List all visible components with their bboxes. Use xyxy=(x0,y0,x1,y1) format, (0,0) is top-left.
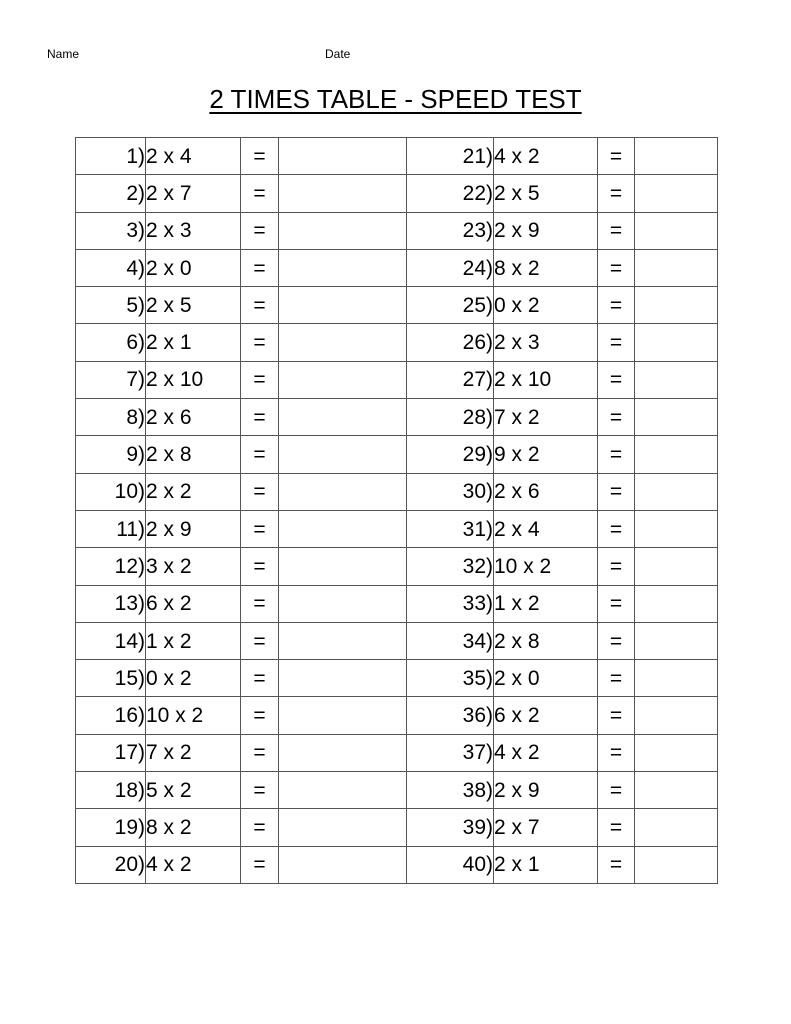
answer-box[interactable] xyxy=(279,249,407,286)
table-row xyxy=(76,138,718,175)
equals-sign: = xyxy=(241,660,279,697)
answer-box[interactable] xyxy=(635,772,718,809)
question-expression: 9 x 2 xyxy=(494,436,598,473)
equals-sign: = xyxy=(598,361,635,398)
page-title: 2 TIMES TABLE - SPEED TEST xyxy=(209,84,582,114)
question-expression: 2 x 1 xyxy=(146,324,241,361)
answer-box[interactable] xyxy=(279,809,407,846)
question-expression: 2 x 3 xyxy=(494,324,598,361)
answer-box[interactable] xyxy=(635,138,718,175)
question-number: 40) xyxy=(407,846,494,883)
question-expression: 5 x 2 xyxy=(146,772,241,809)
question-number: 6) xyxy=(76,324,146,361)
question-number: 30) xyxy=(407,473,494,510)
equals-sign: = xyxy=(598,175,635,212)
table-row xyxy=(76,175,718,212)
equals-sign: = xyxy=(598,809,635,846)
question-number: 29) xyxy=(407,436,494,473)
question-number: 33) xyxy=(407,585,494,622)
equals-sign: = xyxy=(598,138,635,175)
question-expression: 2 x 8 xyxy=(494,622,598,659)
question-number: 12) xyxy=(76,548,146,585)
answer-box[interactable] xyxy=(279,324,407,361)
equals-sign: = xyxy=(241,846,279,883)
question-number: 5) xyxy=(76,287,146,324)
answer-box[interactable] xyxy=(635,585,718,622)
question-number: 16) xyxy=(76,697,146,734)
question-expression: 2 x 9 xyxy=(494,212,598,249)
question-number: 26) xyxy=(407,324,494,361)
answer-box[interactable] xyxy=(635,361,718,398)
answer-box[interactable] xyxy=(635,212,718,249)
answer-box[interactable] xyxy=(635,324,718,361)
question-number: 11) xyxy=(76,510,146,547)
equals-sign: = xyxy=(241,399,279,436)
question-number: 8) xyxy=(76,399,146,436)
equals-sign: = xyxy=(241,548,279,585)
date-label: Date xyxy=(325,47,351,61)
question-expression: 2 x 8 xyxy=(146,436,241,473)
question-expression: 2 x 0 xyxy=(146,249,241,286)
table-row xyxy=(76,548,718,585)
equals-sign: = xyxy=(598,734,635,771)
question-number: 34) xyxy=(407,622,494,659)
question-expression: 2 x 5 xyxy=(494,175,598,212)
answer-box[interactable] xyxy=(635,809,718,846)
answer-box[interactable] xyxy=(279,846,407,883)
table-row xyxy=(76,697,718,734)
question-number: 28) xyxy=(407,399,494,436)
table-row xyxy=(76,436,718,473)
question-number: 25) xyxy=(407,287,494,324)
table-row xyxy=(76,361,718,398)
equals-sign: = xyxy=(598,473,635,510)
equals-sign: = xyxy=(598,212,635,249)
question-number: 15) xyxy=(76,660,146,697)
question-number: 31) xyxy=(407,510,494,547)
answer-box[interactable] xyxy=(635,399,718,436)
question-expression: 8 x 2 xyxy=(494,249,598,286)
equals-sign: = xyxy=(241,585,279,622)
question-number: 1) xyxy=(76,138,146,175)
equals-sign: = xyxy=(598,697,635,734)
equals-sign: = xyxy=(241,361,279,398)
question-expression: 3 x 2 xyxy=(146,548,241,585)
equals-sign: = xyxy=(241,212,279,249)
answer-box[interactable] xyxy=(635,734,718,771)
equals-sign: = xyxy=(598,324,635,361)
answer-box[interactable] xyxy=(279,138,407,175)
question-number: 17) xyxy=(76,734,146,771)
question-number: 21) xyxy=(407,138,494,175)
equals-sign: = xyxy=(598,548,635,585)
table-row xyxy=(76,212,718,249)
answer-box[interactable] xyxy=(635,249,718,286)
question-expression: 6 x 2 xyxy=(494,697,598,734)
equals-sign: = xyxy=(598,287,635,324)
answer-box[interactable] xyxy=(279,660,407,697)
equals-sign: = xyxy=(598,585,635,622)
table-row xyxy=(76,324,718,361)
equals-sign: = xyxy=(241,175,279,212)
table-row xyxy=(76,734,718,771)
answer-box[interactable] xyxy=(279,175,407,212)
question-number: 19) xyxy=(76,809,146,846)
question-expression: 4 x 2 xyxy=(494,734,598,771)
question-number: 22) xyxy=(407,175,494,212)
question-expression: 1 x 2 xyxy=(494,585,598,622)
answer-box[interactable] xyxy=(279,697,407,734)
equals-sign: = xyxy=(241,697,279,734)
equals-sign: = xyxy=(241,772,279,809)
worksheet-table xyxy=(75,137,718,884)
question-number: 20) xyxy=(76,846,146,883)
question-expression: 2 x 6 xyxy=(494,473,598,510)
equals-sign: = xyxy=(241,249,279,286)
equals-sign: = xyxy=(598,846,635,883)
equals-sign: = xyxy=(598,510,635,547)
answer-box[interactable] xyxy=(635,436,718,473)
question-expression: 2 x 7 xyxy=(494,809,598,846)
question-expression: 2 x 5 xyxy=(146,287,241,324)
equals-sign: = xyxy=(241,324,279,361)
question-number: 10) xyxy=(76,473,146,510)
answer-box[interactable] xyxy=(635,660,718,697)
question-expression: 2 x 7 xyxy=(146,175,241,212)
question-expression: 0 x 2 xyxy=(494,287,598,324)
question-number: 9) xyxy=(76,436,146,473)
answer-box[interactable] xyxy=(279,510,407,547)
answer-box[interactable] xyxy=(635,622,718,659)
question-expression: 6 x 2 xyxy=(146,585,241,622)
question-expression: 2 x 3 xyxy=(146,212,241,249)
question-expression: 0 x 2 xyxy=(146,660,241,697)
question-number: 32) xyxy=(407,548,494,585)
question-number: 7) xyxy=(76,361,146,398)
question-number: 23) xyxy=(407,212,494,249)
question-number: 3) xyxy=(76,212,146,249)
question-expression: 2 x 1 xyxy=(494,846,598,883)
question-expression: 2 x 4 xyxy=(146,138,241,175)
name-label: Name xyxy=(47,47,80,61)
table-row xyxy=(76,660,718,697)
question-number: 39) xyxy=(407,809,494,846)
table-row xyxy=(76,585,718,622)
question-number: 35) xyxy=(407,660,494,697)
table-row xyxy=(76,249,718,286)
question-expression: 4 x 2 xyxy=(146,846,241,883)
table-row xyxy=(76,809,718,846)
table-row xyxy=(76,510,718,547)
question-expression: 2 x 0 xyxy=(494,660,598,697)
answer-box[interactable] xyxy=(279,287,407,324)
equals-sign: = xyxy=(241,622,279,659)
answer-box[interactable] xyxy=(635,548,718,585)
question-expression: 7 x 2 xyxy=(146,734,241,771)
answer-box[interactable] xyxy=(635,697,718,734)
answer-box[interactable] xyxy=(279,734,407,771)
question-number: 36) xyxy=(407,697,494,734)
equals-sign: = xyxy=(241,734,279,771)
table-row xyxy=(76,846,718,883)
equals-sign: = xyxy=(241,138,279,175)
answer-box[interactable] xyxy=(279,473,407,510)
table-row xyxy=(76,399,718,436)
question-expression: 2 x 9 xyxy=(146,510,241,547)
answer-box[interactable] xyxy=(279,772,407,809)
question-expression: 2 x 10 xyxy=(494,361,598,398)
question-number: 13) xyxy=(76,585,146,622)
question-number: 14) xyxy=(76,622,146,659)
equals-sign: = xyxy=(241,473,279,510)
answer-box[interactable] xyxy=(279,361,407,398)
question-expression: 2 x 6 xyxy=(146,399,241,436)
question-number: 2) xyxy=(76,175,146,212)
answer-box[interactable] xyxy=(279,548,407,585)
question-expression: 2 x 2 xyxy=(146,473,241,510)
answer-box[interactable] xyxy=(635,846,718,883)
question-expression: 8 x 2 xyxy=(146,809,241,846)
equals-sign: = xyxy=(598,622,635,659)
equals-sign: = xyxy=(241,436,279,473)
answer-box[interactable] xyxy=(635,473,718,510)
answer-box[interactable] xyxy=(635,510,718,547)
equals-sign: = xyxy=(598,399,635,436)
answer-box[interactable] xyxy=(635,175,718,212)
question-expression: 4 x 2 xyxy=(494,138,598,175)
question-expression: 7 x 2 xyxy=(494,399,598,436)
question-number: 27) xyxy=(407,361,494,398)
question-expression: 2 x 9 xyxy=(494,772,598,809)
answer-box[interactable] xyxy=(279,622,407,659)
equals-sign: = xyxy=(241,809,279,846)
equals-sign: = xyxy=(241,510,279,547)
answer-box[interactable] xyxy=(279,585,407,622)
table-row xyxy=(76,287,718,324)
equals-sign: = xyxy=(598,436,635,473)
table-row xyxy=(76,622,718,659)
question-expression: 10 x 2 xyxy=(494,548,598,585)
question-number: 4) xyxy=(76,249,146,286)
equals-sign: = xyxy=(598,249,635,286)
question-expression: 10 x 2 xyxy=(146,697,241,734)
question-expression: 1 x 2 xyxy=(146,622,241,659)
table-row xyxy=(76,772,718,809)
table-row xyxy=(76,473,718,510)
question-number: 37) xyxy=(407,734,494,771)
question-number: 38) xyxy=(407,772,494,809)
question-expression: 2 x 10 xyxy=(146,361,241,398)
answer-box[interactable] xyxy=(279,212,407,249)
equals-sign: = xyxy=(598,772,635,809)
answer-box[interactable] xyxy=(635,287,718,324)
answer-box[interactable] xyxy=(279,436,407,473)
answer-box[interactable] xyxy=(279,399,407,436)
question-expression: 2 x 4 xyxy=(494,510,598,547)
equals-sign: = xyxy=(241,287,279,324)
question-number: 18) xyxy=(76,772,146,809)
equals-sign: = xyxy=(598,660,635,697)
question-number: 24) xyxy=(407,249,494,286)
